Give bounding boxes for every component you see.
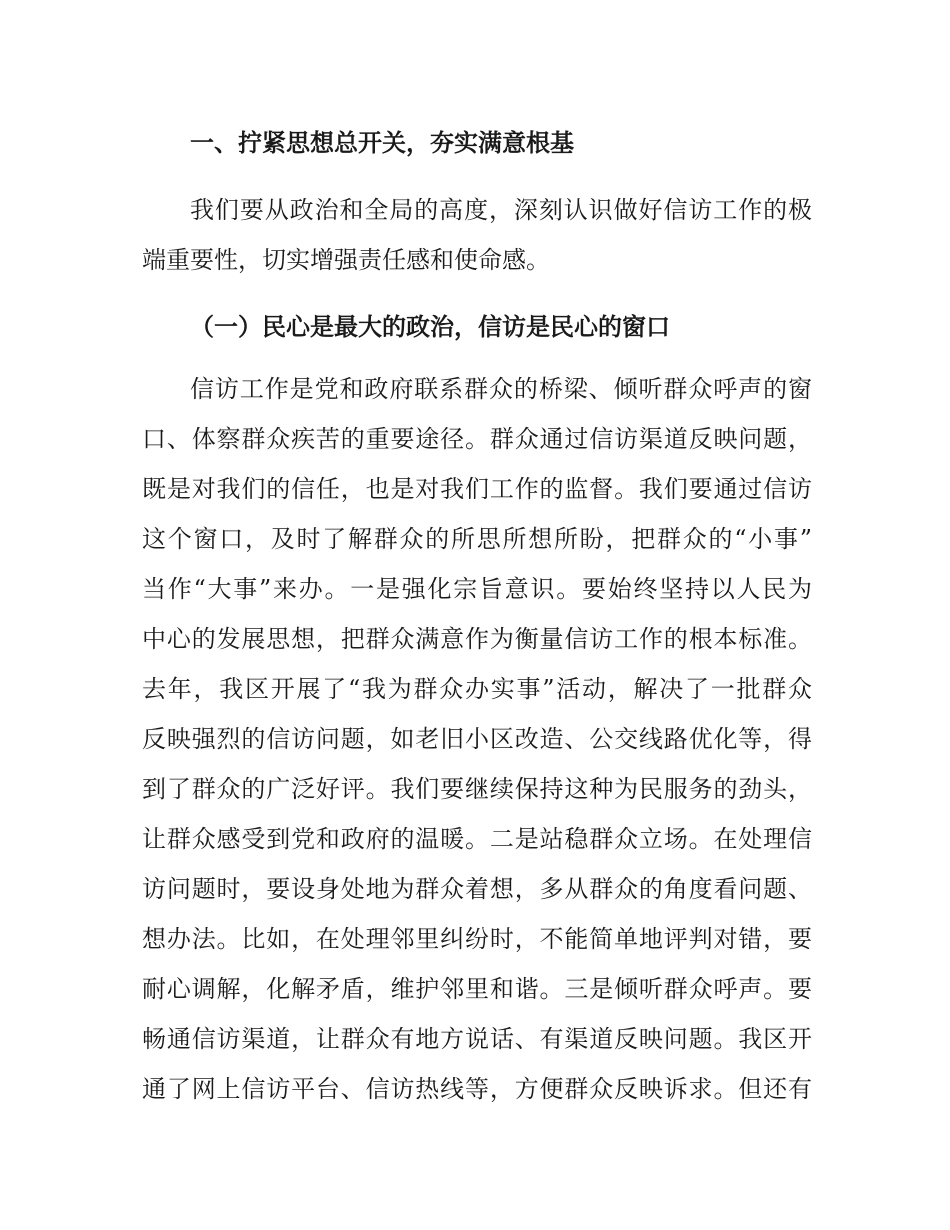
body-line: 访问题时，要设身处地为群众着想，多从群众的角度看问题、	[142, 875, 812, 903]
body-line: 信访工作是党和政府联系群众的桥梁、倾听群众呼声的窗	[190, 375, 812, 403]
body-line: 这个窗口，及时了解群众的所思所想所盼，把群众的“小事”	[142, 525, 812, 553]
body-line: 让群众感受到党和政府的温暖。二是站稳群众立场。在处理信	[142, 825, 812, 853]
body-line: 通了网上信访平台、信访热线等，方便群众反映诉求。但还有	[142, 1075, 812, 1103]
body-line: 口、体察群众疾苦的重要途径。群众通过信访渠道反映问题，	[142, 425, 812, 453]
intro-line: 端重要性，切实增强责任感和使命感。	[142, 246, 550, 274]
body-line: 去年，我区开展了“我为群众办实事”活动，解决了一批群众	[142, 675, 812, 703]
body-line: 耐心调解，化解矛盾，维护邻里和谐。三是倾听群众呼声。要	[142, 975, 812, 1003]
body-line: 既是对我们的信任，也是对我们工作的监督。我们要通过信访	[142, 475, 812, 503]
body-line: 中心的发展思想，把群众满意作为衡量信访工作的根本标准。	[142, 625, 812, 653]
body-line: 想办法。比如，在处理邻里纠纷时，不能简单地评判对错，要	[142, 925, 812, 953]
body-line: 到了群众的广泛好评。我们要继续保持这种为民服务的劲头，	[142, 775, 812, 803]
section-heading: 一、拧紧思想总开关，夯实满意根基	[190, 129, 574, 157]
body-line: 反映强烈的信访问题，如老旧小区改造、公交线路优化等，得	[142, 725, 812, 753]
body-line: 畅通信访渠道，让群众有地方说话、有渠道反映问题。我区开	[142, 1025, 812, 1053]
intro-line: 我们要从政治和全局的高度，深刻认识做好信访工作的极	[190, 196, 812, 224]
body-line: 当作“大事”来办。一是强化宗旨意识。要始终坚持以人民为	[142, 575, 812, 603]
subsection-heading: （一）民心是最大的政治，信访是民心的窗口	[190, 313, 670, 341]
